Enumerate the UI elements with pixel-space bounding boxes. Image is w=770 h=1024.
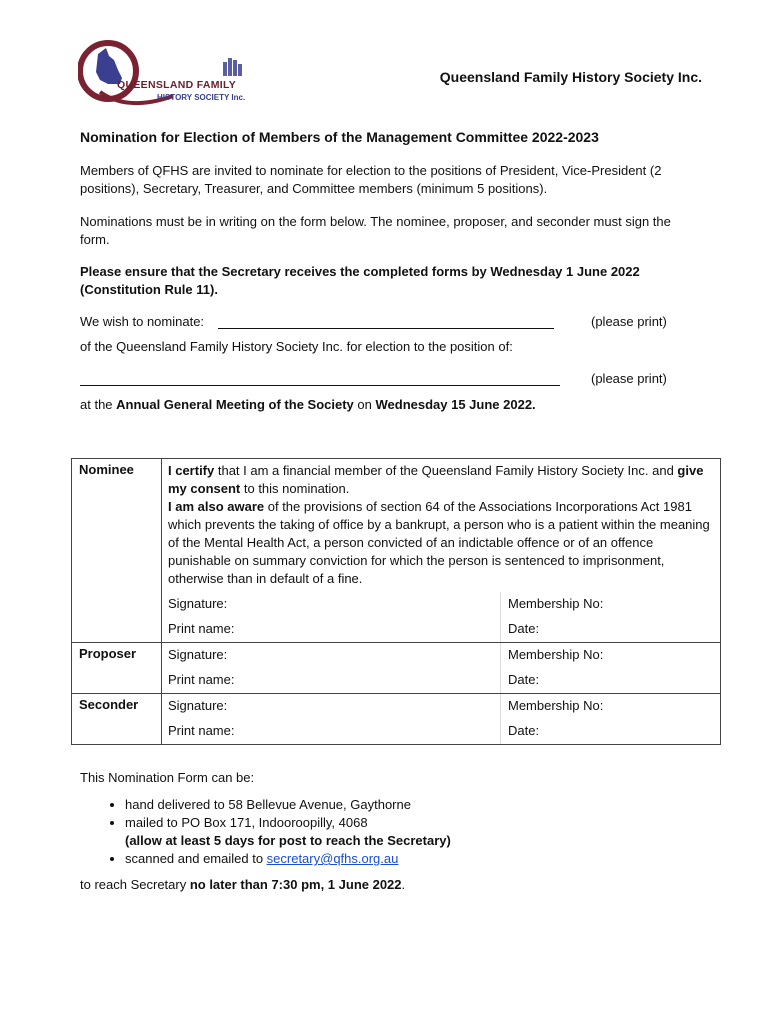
please-print-note-2: (please print)	[591, 371, 667, 386]
deadline-paragraph: Please ensure that the Secretary receives the completed forms by Wednesday 1 June 2022 (Constitution Rule 11).	[80, 264, 640, 297]
method-mail	[125, 814, 725, 850]
nomination-table	[71, 458, 721, 745]
print-name-label: Print name:	[168, 621, 235, 636]
delivery-intro: This Nomination Form can be:	[80, 770, 255, 785]
consent-text: to this nomination.	[240, 481, 350, 496]
delivery-methods-list	[80, 796, 725, 868]
date-label: Date:	[508, 723, 540, 738]
signature-label: Signature:	[168, 647, 228, 662]
print-name-label: Print name:	[168, 723, 235, 738]
method-mail-note: (allow at least 5 days for post to reach the Secretary)	[125, 833, 451, 848]
position-field[interactable]	[80, 385, 560, 386]
method-email	[125, 850, 725, 868]
logo-line2: HISTORY SOCIETY Inc.	[157, 93, 246, 102]
writing-paragraph: Nominations must be in writing on the form below. The nominee, proposer, and seconder must sign the form.	[80, 214, 671, 247]
closing-deadline: no later than 7:30 pm, 1 June 2022	[189, 877, 402, 892]
please-print-note-1: (please print)	[591, 314, 667, 329]
logo-line1: QUEENSLAND FAMILY	[117, 79, 237, 91]
method-hand-delivery: • hand delivered to 58 Bellevue Avenue, Gaythorne	[125, 796, 725, 814]
consent-bold: give my consent	[168, 463, 704, 496]
method-mail-text: mailed to PO Box 171, Indooroopilly, 4068	[125, 815, 368, 830]
signature-label: Signature:	[168, 596, 228, 611]
aware-text: of the provisions of section 64 of the Associations Incorporations Act 1981 which prevents the taking of office by a bankrupt, a person who is a patient within the meaning of the Mental Health Act, a person convicted of an indictable offence or of an offence punishable on summary conviction for which the person is sentenced to imprisonment, otherwise than in default of a fine.	[168, 499, 710, 586]
proposer-label: Proposer	[72, 643, 162, 694]
membership-label: Membership No:	[508, 647, 604, 662]
organisation-name: Queensland Family History Society Inc.	[439, 69, 702, 85]
page-title: Nomination for Election of Members of the Management Committee 2022-2023	[80, 129, 599, 145]
seconder-row	[72, 694, 721, 745]
closing-prefix: to reach Secretary	[80, 877, 190, 892]
date-label: Date:	[508, 672, 540, 687]
certify-bold: I certify	[168, 463, 215, 478]
nominee-name-field[interactable]	[218, 328, 554, 329]
meeting-on: on	[353, 397, 376, 412]
proposer-print-row[interactable]	[162, 668, 720, 693]
certify-text: that I am a financial member of the Queensland Family History Society Inc. and	[214, 463, 678, 478]
closing-suffix: .	[401, 877, 406, 892]
membership-label: Membership No:	[508, 698, 604, 713]
seconder-signature-row[interactable]	[162, 694, 720, 719]
signature-label: Signature:	[168, 698, 228, 713]
proposer-signature-row[interactable]	[162, 643, 720, 668]
secretary-email-link[interactable]: secretary@qfhs.org.au	[266, 851, 399, 866]
nominate-label: We wish to nominate:	[80, 314, 205, 329]
nominee-row	[72, 459, 721, 643]
position-label: of the Queensland Family History Society Inc. for election to the position of:	[80, 339, 513, 354]
print-name-label: Print name:	[168, 672, 235, 687]
meeting-name: Annual General Meeting of the Society	[116, 397, 354, 412]
membership-label: Membership No:	[508, 596, 604, 611]
meeting-line	[80, 396, 536, 414]
closing-line	[80, 876, 405, 894]
nominee-print-row[interactable]	[162, 617, 720, 642]
seconder-print-row[interactable]	[162, 719, 720, 744]
method-email-prefix: scanned and emailed to	[125, 851, 267, 866]
nominee-declaration	[162, 459, 720, 588]
meeting-prefix: at the	[80, 397, 117, 412]
nominee-label: Nominee	[72, 459, 162, 643]
date-label: Date:	[508, 621, 540, 636]
aware-bold: I am also aware	[168, 499, 265, 514]
meeting-date: Wednesday 15 June 2022.	[375, 397, 536, 412]
proposer-row	[72, 643, 721, 694]
intro-paragraph: Members of QFHS are invited to nominate for election to the positions of President, Vice-President (2 positions), Secretary, Treasurer, and Committee members (minimum 5 positions).	[80, 163, 662, 196]
seconder-label: Seconder	[72, 694, 162, 745]
nominee-signature-row[interactable]	[162, 592, 720, 617]
